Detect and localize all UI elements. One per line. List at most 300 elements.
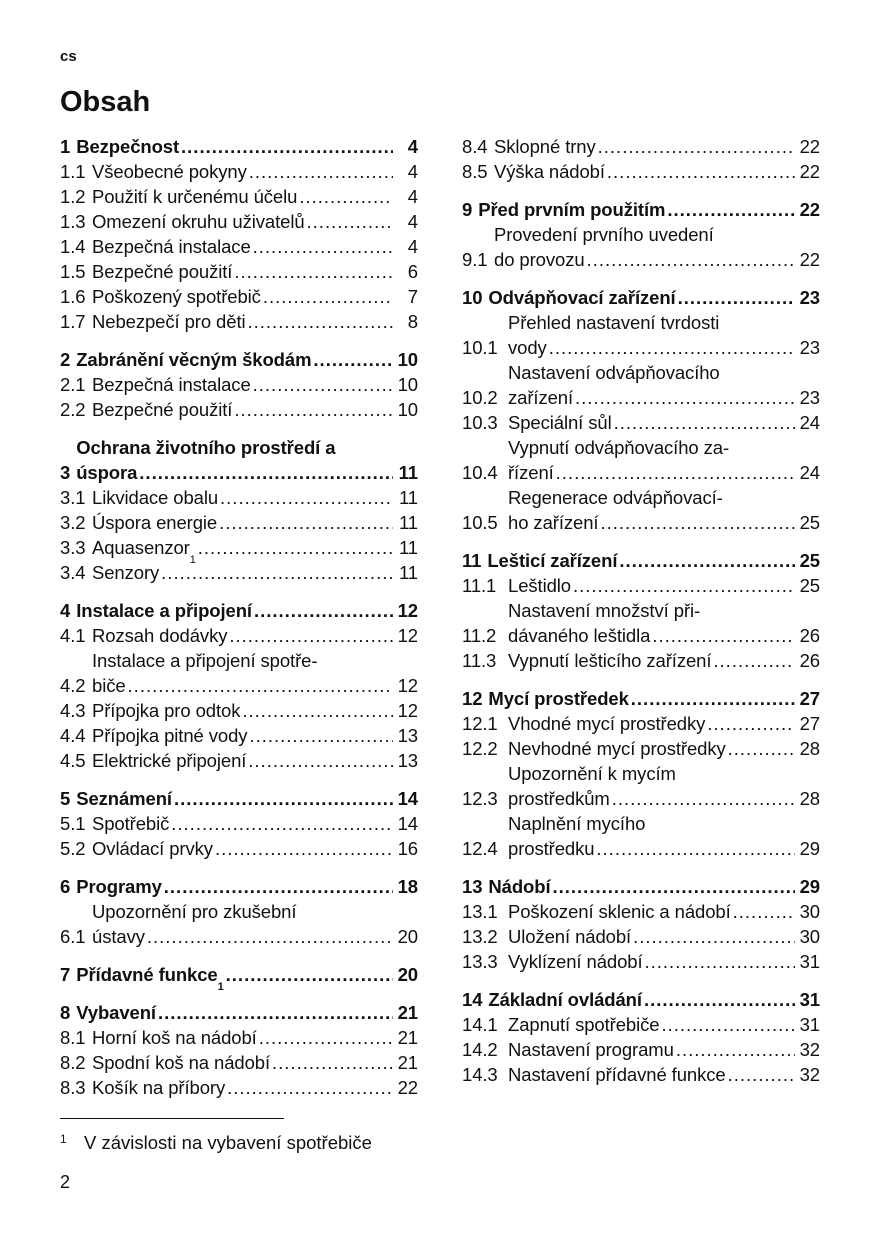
toc-entry-number: 4.2 xyxy=(60,675,86,696)
toc-subentry[interactable] xyxy=(462,310,820,360)
toc-subentry[interactable] xyxy=(60,623,418,648)
toc-page-number: 24 xyxy=(799,412,820,433)
toc-subentry[interactable] xyxy=(60,1025,418,1050)
toc-page-number: 32 xyxy=(799,1064,820,1085)
toc-subentry[interactable] xyxy=(462,648,820,673)
toc-entry-number: 3 xyxy=(60,462,71,483)
toc-subentry[interactable] xyxy=(462,949,820,974)
toc-page-number: 4 xyxy=(407,136,418,157)
toc-page-number: 21 xyxy=(397,1052,418,1073)
toc-chapter[interactable]: 7 Přídavné funkce 1 ..... 20 xyxy=(60,962,418,987)
toc-entry-number: 6.1 xyxy=(60,926,86,947)
toc-entry-number: 1.4 xyxy=(60,236,86,257)
toc-entry-number: 6 xyxy=(60,876,71,897)
toc-subentry[interactable] xyxy=(462,899,820,924)
toc-entry-number: 8.3 xyxy=(60,1077,86,1098)
toc-dot-leader xyxy=(598,134,795,159)
toc-entry-title: Výška nádobí xyxy=(494,161,605,182)
toc-entry-number: 3.3 xyxy=(60,537,86,558)
toc-page-number: 11 xyxy=(398,487,418,508)
toc-entry-title: Poškození sklenic a nádobí xyxy=(508,901,731,922)
toc-dot-leader xyxy=(215,836,393,861)
toc-subentry[interactable] xyxy=(60,560,418,585)
toc-entry-number: 14.3 xyxy=(462,1064,498,1085)
toc-section xyxy=(60,134,418,334)
toc-dot-leader xyxy=(254,598,393,623)
toc-entry-number: 8.2 xyxy=(60,1052,86,1073)
toc-entry-title: biče xyxy=(92,675,126,696)
toc-entry-number: 10.2 xyxy=(462,387,498,408)
toc-page-number: 18 xyxy=(397,876,418,897)
toc-page-number: 4 xyxy=(407,211,418,232)
toc-page-number: 6 xyxy=(407,261,418,282)
toc-page-number: 20 xyxy=(397,964,418,985)
toc-dot-leader xyxy=(313,347,392,372)
toc-subentry[interactable] xyxy=(60,1050,418,1075)
toc-entry-title: Použití k určenému účelu xyxy=(92,186,298,207)
toc-entry-number: 12.4 xyxy=(462,838,498,859)
toc-subentry[interactable] xyxy=(462,761,820,811)
toc-dot-leader xyxy=(728,736,795,761)
toc-column-right xyxy=(462,134,820,1100)
toc-dot-leader xyxy=(556,460,795,485)
toc-subentry[interactable] xyxy=(60,648,418,698)
toc-page-number: 10 xyxy=(397,349,418,370)
toc-entry-title: Bezpečná instalace xyxy=(92,236,251,257)
toc-entry-number: 5.1 xyxy=(60,813,86,834)
toc-section xyxy=(462,548,820,673)
toc-page-number: 12 xyxy=(397,600,418,621)
toc-entry-title: Rozsah dodávky xyxy=(92,625,228,646)
toc-section xyxy=(60,347,418,422)
toc-subentry[interactable] xyxy=(462,435,820,485)
toc-chapter[interactable] xyxy=(462,285,820,310)
toc-subentry[interactable] xyxy=(60,723,418,748)
toc-entry-title: Provedení prvního uvedení xyxy=(494,224,714,245)
toc-entry-number: 3.1 xyxy=(60,487,86,508)
toc-dot-leader xyxy=(587,247,795,272)
toc-entry-title: Přípojka pro odtok xyxy=(92,700,241,721)
toc-dot-leader xyxy=(633,924,795,949)
toc-entry-title: Senzory xyxy=(92,562,160,583)
toc-entry-title: vody xyxy=(508,337,547,358)
toc-page-number: 22 xyxy=(397,1077,418,1098)
toc-dot-leader xyxy=(147,924,393,949)
toc-subentry[interactable] xyxy=(462,159,820,184)
toc-subentry[interactable] xyxy=(462,134,820,159)
toc-entry-number: 9 xyxy=(462,199,473,220)
toc-entry-number: 8.5 xyxy=(462,161,488,182)
toc-subentry[interactable] xyxy=(462,1037,820,1062)
toc-page-number: 7 xyxy=(407,286,418,307)
toc-entry-title: Vybavení xyxy=(76,1002,156,1023)
toc-entry-number: 3.4 xyxy=(60,562,86,583)
toc-entry-number: 9.1 xyxy=(462,249,488,270)
toc-section xyxy=(60,962,418,993)
toc-entry-title: Leštidlo xyxy=(508,575,571,596)
toc-page-number: 12 xyxy=(397,625,418,646)
toc-dot-leader xyxy=(631,686,795,711)
toc-dot-leader xyxy=(600,510,794,535)
toc-page-number: 10 xyxy=(397,374,418,395)
toc-entry-title: Poškozený spotřebič xyxy=(92,286,261,307)
toc-dot-leader xyxy=(644,987,795,1012)
toc-entry-number: 14.1 xyxy=(462,1014,498,1035)
toc-dot-leader xyxy=(139,460,393,485)
footnote xyxy=(60,1132,372,1154)
toc-subentry[interactable] xyxy=(60,485,418,510)
toc-dot-leader xyxy=(733,899,795,924)
toc-entry-title: Úspora energie xyxy=(92,512,218,533)
toc-subentry[interactable] xyxy=(462,1012,820,1037)
toc-subentry[interactable] xyxy=(60,397,418,422)
toc-entry-number: 2.2 xyxy=(60,399,86,420)
toc-entry-title: Před prvním použitím xyxy=(478,199,666,220)
toc-subentry[interactable] xyxy=(462,1062,820,1087)
toc-page-number: 23 xyxy=(799,387,820,408)
toc-dot-leader xyxy=(128,673,393,698)
toc-subentry[interactable] xyxy=(60,811,418,836)
toc-subentry[interactable] xyxy=(60,698,418,723)
toc-entry-title: řízení xyxy=(508,462,554,483)
toc-dot-leader xyxy=(253,372,393,397)
toc-entry-number: 14 xyxy=(462,989,483,1010)
toc-subentry[interactable] xyxy=(462,711,820,736)
toc-entry-title: Lešticí zařízení xyxy=(487,550,618,571)
toc-subentry[interactable] xyxy=(60,836,418,861)
toc-page-number: 25 xyxy=(799,512,820,533)
toc-entry-number: 11.3 xyxy=(462,650,497,671)
page-number: 2 xyxy=(60,1172,71,1192)
toc-dot-leader xyxy=(158,1000,393,1025)
toc-page-number: 22 xyxy=(799,161,820,182)
toc-entry-title: Nastavení odvápňovacího xyxy=(508,362,720,383)
toc-dot-leader xyxy=(614,410,795,435)
toc-page-number: 26 xyxy=(799,650,820,671)
toc-dot-leader xyxy=(227,1075,393,1100)
toc-entry-title: Instalace a připojení xyxy=(76,600,252,621)
toc-entry-number: 8.4 xyxy=(462,136,488,157)
toc-entry-title: Vhodné mycí prostředky xyxy=(508,713,706,734)
toc-dot-leader xyxy=(161,560,393,585)
toc-subentry[interactable] xyxy=(60,510,418,535)
footnote-text: V závislosti na vybavení spotřebiče xyxy=(84,1132,372,1153)
toc-entry-title: Vypnutí lešticího zařízení xyxy=(508,650,712,671)
toc-chapter[interactable] xyxy=(462,197,820,222)
toc-page-number: 27 xyxy=(799,713,820,734)
toc-entry-number: 12 xyxy=(462,688,483,709)
toc-dot-leader xyxy=(248,748,392,773)
footnote-mark: 1 xyxy=(60,1132,67,1146)
toc-section xyxy=(60,786,418,861)
toc-dot-leader xyxy=(728,1062,795,1087)
toc-entry-number: 1.2 xyxy=(60,186,86,207)
toc-entry-title: Naplnění mycího xyxy=(508,813,646,834)
toc-page-number: 10 xyxy=(397,399,418,420)
toc-section xyxy=(60,598,418,773)
toc-entry-number: 4.1 xyxy=(60,625,86,646)
toc-dot-leader xyxy=(171,811,392,836)
toc-dot-leader xyxy=(573,573,795,598)
toc-subentry[interactable] xyxy=(60,209,418,234)
toc-page-number: 32 xyxy=(799,1039,820,1060)
toc-page-number: 4 xyxy=(407,186,418,207)
toc-entry-title: Spodní koš na nádobí xyxy=(92,1052,271,1073)
toc-dot-leader xyxy=(596,836,794,861)
toc-dot-leader xyxy=(259,1025,393,1050)
toc-entry-number: 5.2 xyxy=(60,838,86,859)
toc-dot-leader xyxy=(272,1050,393,1075)
toc-dot-leader xyxy=(229,623,392,648)
toc-entry-number: 11 xyxy=(462,550,482,571)
toc-chapter[interactable] xyxy=(60,786,418,811)
toc-section xyxy=(462,285,820,535)
toc-entry-number: 1.7 xyxy=(60,311,86,332)
toc-page-number: 11 xyxy=(398,562,418,583)
toc-entry-title: ho zařízení xyxy=(508,512,599,533)
toc-subentry[interactable] xyxy=(462,573,820,598)
toc-chapter[interactable] xyxy=(60,134,418,159)
toc-subentry[interactable]: 3.3 Aquasenzor 1 ..... 11 xyxy=(60,535,418,560)
toc-entry-title: Bezpečné použití xyxy=(92,261,233,282)
toc-dot-leader xyxy=(234,259,393,284)
toc-page-number: 27 xyxy=(799,688,820,709)
toc-page-number: 30 xyxy=(799,901,820,922)
toc-dot-leader xyxy=(652,623,794,648)
toc-subentry[interactable] xyxy=(60,184,418,209)
toc-dot-leader xyxy=(667,197,794,222)
toc-entry-number: 1.6 xyxy=(60,286,86,307)
toc-dot-leader xyxy=(661,1012,794,1037)
toc-chapter[interactable] xyxy=(60,874,418,899)
toc-entry-title: Zapnutí spotřebiče xyxy=(508,1014,660,1035)
toc-entry-title: dávaného leštidla xyxy=(508,625,651,646)
page-title: Obsah xyxy=(60,86,151,118)
toc-section xyxy=(462,197,820,272)
toc-entry-number: 1.3 xyxy=(60,211,86,232)
toc-subentry[interactable] xyxy=(462,924,820,949)
toc-page-number: 31 xyxy=(799,1014,820,1035)
toc-subentry[interactable] xyxy=(462,360,820,410)
toc-entry-title: Bezpečné použití xyxy=(92,399,233,420)
toc-entry-number: 1.1 xyxy=(60,161,86,182)
toc-entry-title: Mycí prostředek xyxy=(488,688,629,709)
toc-page-number: 4 xyxy=(407,161,418,182)
toc-entry-title: Košík na příbory xyxy=(92,1077,226,1098)
toc-subentry[interactable] xyxy=(462,598,820,648)
toc-entry-title: Přehled nastavení tvrdosti xyxy=(508,312,720,333)
toc-entry-title: Regenerace odvápňovací- xyxy=(508,487,723,508)
toc-subentry[interactable] xyxy=(60,899,418,949)
toc-entry-title: Sklopné trny xyxy=(494,136,596,157)
language-code: cs xyxy=(60,48,77,65)
toc-subentry[interactable] xyxy=(60,748,418,773)
toc-entry-title: Ochrana životního prostředí a xyxy=(76,437,336,458)
toc-entry-title: Aquasenzor xyxy=(92,537,190,558)
toc-page-number: 22 xyxy=(799,249,820,270)
toc-section xyxy=(462,987,820,1087)
toc-chapter[interactable] xyxy=(462,874,820,899)
toc-dot-leader xyxy=(263,284,393,309)
toc-entry-title: Uložení nádobí xyxy=(508,926,632,947)
toc-subentry[interactable] xyxy=(462,811,820,861)
toc-entry-title: Seznámení xyxy=(76,788,172,809)
toc-entry-title: Přípojka pitné vody xyxy=(92,725,248,746)
toc-subentry[interactable] xyxy=(462,222,820,272)
toc-page-number: 12 xyxy=(397,675,418,696)
toc-subentry[interactable] xyxy=(60,234,418,259)
toc-section xyxy=(462,134,820,184)
toc-section xyxy=(60,874,418,949)
toc-chapter[interactable] xyxy=(60,1000,418,1025)
toc-entry-title: Spotřebič xyxy=(92,813,170,834)
toc-subentry[interactable] xyxy=(60,309,418,334)
toc-entry-title: Nastavení přídavné funkce xyxy=(508,1064,726,1085)
toc-entry-title: Instalace a připojení spotře- xyxy=(92,650,318,671)
toc-chapter[interactable] xyxy=(60,598,418,623)
toc-page-number: 11 xyxy=(398,537,418,558)
toc-entry-title: Nastavení množství při- xyxy=(508,600,701,621)
toc-entry-number: 13.2 xyxy=(462,926,498,947)
toc-page-number: 4 xyxy=(407,236,418,257)
toc-dot-leader xyxy=(219,510,393,535)
toc-entry-title: zařízení xyxy=(508,387,574,408)
toc-entry-title: Přídavné funkce xyxy=(76,964,218,985)
footnote-rule xyxy=(60,1118,284,1119)
toc-page-number: 21 xyxy=(397,1027,418,1048)
toc-chapter[interactable] xyxy=(60,347,418,372)
toc-dot-leader xyxy=(253,234,393,259)
toc-page-number: 21 xyxy=(397,1002,418,1023)
toc-page-number: 14 xyxy=(397,788,418,809)
toc-dot-leader xyxy=(299,184,393,209)
toc-subentry[interactable] xyxy=(60,159,418,184)
toc-dot-leader xyxy=(678,285,795,310)
toc-entry-number: 1 xyxy=(60,136,71,157)
toc-entry-number: 12.1 xyxy=(462,713,498,734)
toc-entry-number: 2 xyxy=(60,349,71,370)
toc-entry-number: 8 xyxy=(60,1002,71,1023)
toc-dot-leader xyxy=(575,385,795,410)
toc-page-number: 24 xyxy=(799,462,820,483)
toc-entry-title: Ovládací prvky xyxy=(92,838,213,859)
toc-section xyxy=(60,435,418,585)
toc-entry-title: Speciální sůl xyxy=(508,412,612,433)
toc-page-number: 28 xyxy=(799,738,820,759)
toc-subentry[interactable] xyxy=(60,259,418,284)
toc-page-number: 25 xyxy=(799,550,820,571)
toc-dot-leader xyxy=(181,134,393,159)
toc-subentry[interactable] xyxy=(60,372,418,397)
toc-dot-leader xyxy=(307,209,393,234)
toc-entry-title: ústavy xyxy=(92,926,145,947)
toc-entry-number: 10.3 xyxy=(462,412,498,433)
toc-entry-number: 1.5 xyxy=(60,261,86,282)
toc-dot-leader xyxy=(242,698,392,723)
toc-page-number: 28 xyxy=(799,788,820,809)
toc-entry-number: 14.2 xyxy=(462,1039,498,1060)
toc-dot-leader xyxy=(198,535,393,560)
toc-dot-leader xyxy=(234,397,392,422)
toc-page-number: 25 xyxy=(799,575,820,596)
toc-entry-number: 8.1 xyxy=(60,1027,86,1048)
toc-entry-title: Nevhodné mycí prostředky xyxy=(508,738,726,759)
toc-page-number: 30 xyxy=(799,926,820,947)
toc-entry-title: Bezpečnost xyxy=(76,136,180,157)
toc-dot-leader xyxy=(619,548,794,573)
toc-dot-leader xyxy=(226,962,393,987)
toc-entry-title: prostředkům xyxy=(508,788,610,809)
toc-entry-number: 7 xyxy=(60,964,71,985)
toc-dot-leader xyxy=(645,949,795,974)
toc-page-number: 13 xyxy=(397,725,418,746)
toc-section xyxy=(462,874,820,974)
toc-entry-number: 4.4 xyxy=(60,725,86,746)
toc-page-number: 29 xyxy=(799,876,820,897)
toc-entry-number: 10.5 xyxy=(462,512,498,533)
toc-subentry[interactable] xyxy=(462,410,820,435)
toc-entry-title: Nádobí xyxy=(488,876,551,897)
toc-entry-title: Omezení okruhu uživatelů xyxy=(92,211,305,232)
toc-entry-title: Likvidace obalu xyxy=(92,487,219,508)
toc-page-number: 23 xyxy=(799,287,820,308)
toc-entry-number: 4 xyxy=(60,600,71,621)
toc-column-left xyxy=(60,134,418,1113)
toc-page-number: 26 xyxy=(799,625,820,646)
toc-page-number: 23 xyxy=(799,337,820,358)
toc-entry-number: 10.1 xyxy=(462,337,498,358)
toc-page-number: 12 xyxy=(397,700,418,721)
toc-chapter[interactable] xyxy=(462,686,820,711)
toc-entry-title: Bezpečná instalace xyxy=(92,374,251,395)
toc-entry-title: Zabránění věcným škodám xyxy=(76,349,312,370)
toc-entry-title: Upozornění k mycím xyxy=(508,763,676,784)
toc-entry-title: Nebezpečí pro děti xyxy=(92,311,246,332)
toc-subentry[interactable] xyxy=(60,1075,418,1100)
toc-entry-title: Horní koš na nádobí xyxy=(92,1027,257,1048)
toc-entry-title: Všeobecné pokyny xyxy=(92,161,247,182)
toc-subentry[interactable] xyxy=(60,284,418,309)
toc-subentry[interactable] xyxy=(462,736,820,761)
toc-dot-leader xyxy=(174,786,393,811)
toc-dot-leader xyxy=(607,159,795,184)
toc-page-number: 29 xyxy=(799,838,820,859)
toc-chapter[interactable] xyxy=(60,435,418,485)
toc-dot-leader xyxy=(164,874,393,899)
toc-entry-number: 13 xyxy=(462,876,483,897)
toc-entry-number: 5 xyxy=(60,788,71,809)
toc-dot-leader xyxy=(552,874,794,899)
toc-page-number: 11 xyxy=(398,462,418,483)
toc-entry-title: do provozu xyxy=(494,249,585,270)
toc-chapter[interactable] xyxy=(462,548,820,573)
toc-subentry[interactable] xyxy=(462,485,820,535)
toc-entry-number: 4.5 xyxy=(60,750,86,771)
toc-entry-title: prostředku xyxy=(508,838,595,859)
toc-dot-leader xyxy=(549,335,795,360)
toc-entry-number: 13.1 xyxy=(462,901,498,922)
toc-page-number: 14 xyxy=(397,813,418,834)
toc-page-number: 31 xyxy=(799,989,820,1010)
toc-page-number: 22 xyxy=(799,136,820,157)
toc-entry-title: Vypnutí odvápňovacího za- xyxy=(508,437,730,458)
toc-entry-number: 3.2 xyxy=(60,512,86,533)
toc-entry-number: 4.3 xyxy=(60,700,86,721)
toc-page-number: 16 xyxy=(397,838,418,859)
toc-page-number: 31 xyxy=(799,951,820,972)
toc-entry-number: 12.2 xyxy=(462,738,498,759)
toc-chapter[interactable] xyxy=(462,987,820,1012)
